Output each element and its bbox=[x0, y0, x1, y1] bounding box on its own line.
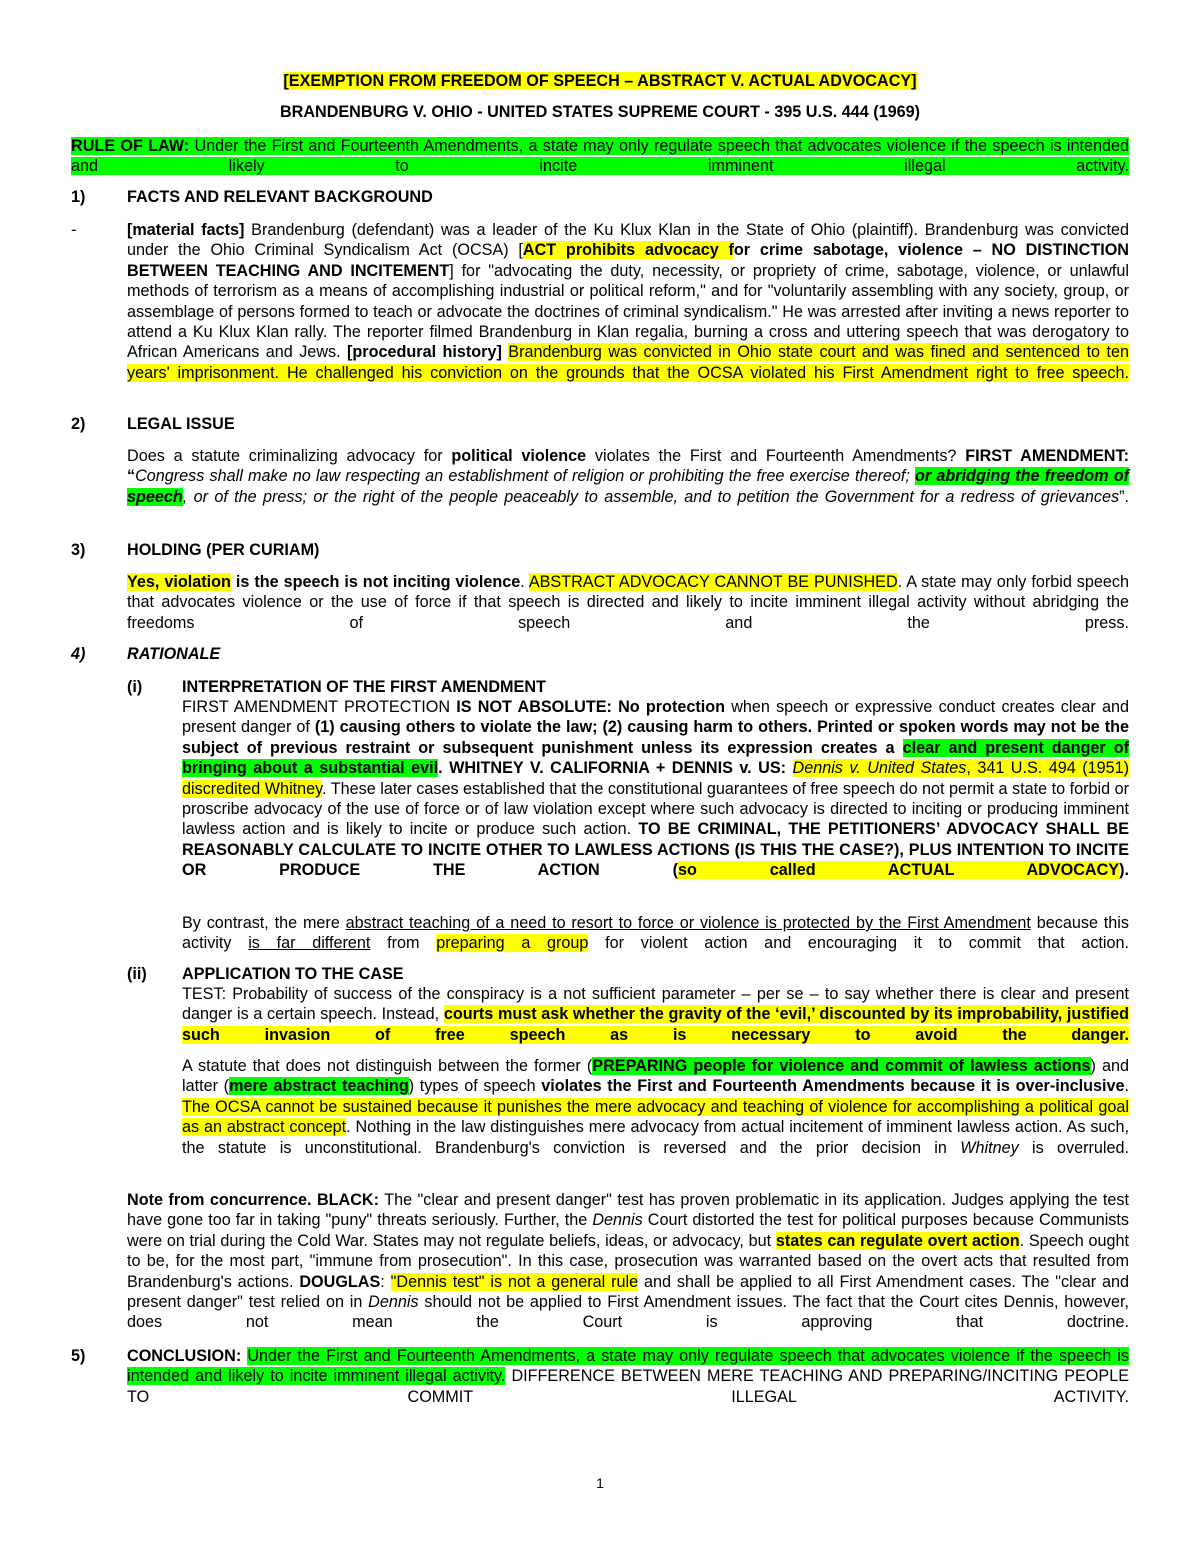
legal-issue-paragraph: Does a statute criminalizing advocacy for political violence violates the First and Fourteenth Amendments? FIRST AMENDMENT: “Congress shall make no law respecting an establishment of religion or prohibiting the free exercise thereof; or abridging the freedom of speech, or of the press; or the right of the people peaceably to assemble, and to petition the Government for a redress of grievances”. bbox=[127, 447, 1130, 506]
section-heading-rationale: RATIONALE bbox=[127, 645, 221, 663]
subsection-number: (ii) bbox=[127, 965, 147, 983]
subsection-heading-application: APPLICATION TO THE CASE bbox=[182, 965, 404, 983]
facts-bullet: - bbox=[71, 221, 77, 239]
section-heading-facts: FACTS AND RELEVANT BACKGROUND bbox=[127, 188, 433, 206]
section-heading-legal-issue: LEGAL ISSUE bbox=[127, 415, 235, 433]
section-number: 3) bbox=[71, 541, 86, 559]
section-number: 4) bbox=[71, 645, 86, 663]
facts-paragraph: [material facts] Brandenburg (defendant) was a leader of the Ku Klux Klan in the State of Ohio (plaintiff). Brandenburg was convicted under the Ohio Criminal Syndicalism Act (OCSA) [ACT prohibits advocacy for crime sabotage, violence – NO DISTINCTION BETWEEN TEACHING AND INCITEMENT] for "advocating the duty, necessity, or propriety of crime, sabotage, violence, or unlawful methods of terrorism as a means of accomplishing industrial or political reform," and for "voluntarily assembling with any society, group, or assemblage of persons formed to teach or advocate the doctrines of criminal syndicalism." He was arrested after inviting a news reporter to attend a Ku Klux Klan rally. The reporter filmed Brandenburg in Klan regalia, burning a cross and uttering speech that was derogatory to African Americans and Jews. [procedural history] Brandenburg was convicted in Ohio state court and was fined and sentenced to ten years' imprisonment. He challenged his conviction on the grounds that the OCSA violated his First Amendment right to free speech. bbox=[127, 221, 1130, 382]
rule-of-law: RULE OF LAW: Under the First and Fourteenth Amendments, a state may only regulate speech that advocates violence if the speech is intended and likely to incite imminent illegal activity. bbox=[71, 137, 1129, 176]
section-heading-holding: HOLDING (PER CURIAM) bbox=[127, 541, 320, 559]
holding-paragraph: Yes, violation is the speech is not inciting violence. ABSTRACT ADVOCACY CANNOT BE PUNISHED. A state may only forbid speech that advocates violence or the use of force if that speech is directed and likely to incite imminent illegal activity without abridging the freedoms of speech and the press. bbox=[127, 573, 1130, 632]
section-number: 2) bbox=[71, 415, 86, 433]
conclusion-paragraph: CONCLUSION: Under the First and Fourteenth Amendments, a state may only regulate speech that advocates violence if the speech is intended and likely to incite imminent illegal activity. DIFFERENCE BETWEEN MERE TEACHING AND PREPARING/INCITING PEOPLE TO COMMIT ILLEGAL ACTIVITY. bbox=[127, 1347, 1129, 1406]
interpretation-paragraph-2: By contrast, the mere abstract teaching of a need to resort to force or violence is protected by the First Amendment because this activity is far different from preparing a group for violent action and encouraging it to commit that action. bbox=[182, 914, 1130, 953]
subsection-heading-interpretation: INTERPRETATION OF THE FIRST AMENDMENT bbox=[182, 678, 546, 696]
section-number: 1) bbox=[71, 188, 86, 206]
case-citation: BRANDENBURG V. OHIO - UNITED STATES SUPREME COURT - 395 U.S. 444 (1969) bbox=[279, 103, 921, 121]
section-number: 5) bbox=[71, 1347, 86, 1365]
page-number: 1 bbox=[596, 1475, 604, 1491]
concurrence-note: Note from concurrence. BLACK: The "clear and present danger" test has proven problematic in its application. Judges applying the test have gone too far in taking "puny" threats seriously. Further, the Dennis Court distorted the test for political purposes because Communists were on trial during the Cold War. States may not regulate beliefs, ideas, or advocacy, but states can regulate overt action. Speech ought to be, for the most part, "immune from prosecution". In this case, prosecution was warranted based on the overt acts that resulted from Brandenburg's actions. DOUGLAS: "Dennis test" is not a general rule and shall be applied to all First Amendment cases. The "clear and present danger" test relied on in Dennis should not be applied to First Amendment issues. The fact that the Court cites Dennis, however, does not mean the Court is approving that doctrine. bbox=[127, 1191, 1130, 1332]
subsection-number: (i) bbox=[127, 678, 143, 696]
interpretation-paragraph-1: FIRST AMENDMENT PROTECTION IS NOT ABSOLUTE: No protection when speech or expressive conduct creates clear and present danger of (1) causing others to violate the law; (2) causing harm to others. Printed or spoken words may not be the subject of previous restraint or subsequent punishment unless its expression creates a clear and present danger of bringing about a substantial evil. WHITNEY V. CALIFORNIA + DENNIS v. US: Dennis v. United States, 341 U.S. 494 (1951) discredited Whitney. These later cases established that the constitutional guarantees of free speech do not permit a state to forbid or proscribe advocacy of the use of force or of law violation except where such advocacy is directed to inciting or producing imminent lawless action and is likely to incite or produce such action. TO BE CRIMINAL, THE PETITIONERS’ ADVOCACY SHALL BE REASONABLY CALCULATE TO INCITE OTHER TO LAWLESS ACTIONS (IS THIS THE CASE?), PLUS INTENTION TO INCITE OR PRODUCE THE ACTION (so called ACTUAL ADVOCACY). bbox=[182, 698, 1130, 880]
document-title: [EXEMPTION FROM FREEDOM OF SPEECH – ABSTRACT V. ACTUAL ADVOCACY] bbox=[283, 72, 917, 90]
application-paragraph-1: TEST: Probability of success of the conspiracy is a not sufficient parameter – per se – to say whether there is clear and present danger is a certain speech. Instead, courts must ask whether the gravity of the ‘evil,’ discounted by its improbability, justified such invasion of free speech as is necessary to avoid the danger. bbox=[182, 985, 1129, 1044]
application-paragraph-2: A statute that does not distinguish between the former (PREPARING people for violence and commit of lawless actions) and latter (mere abstract teaching) types of speech violates the First and Fourteenth Amendments because it is over-inclusive. The OCSA cannot be sustained because it punishes the mere advocacy and teaching of violence for accomplishing a political goal as an abstract concept. Nothing in the law distinguishes mere advocacy from actual incitement of imminent lawless action. As such, the statute is unconstitutional. Brandenburg's conviction is reversed and the prior decision in Whitney is overruled. bbox=[182, 1057, 1130, 1157]
